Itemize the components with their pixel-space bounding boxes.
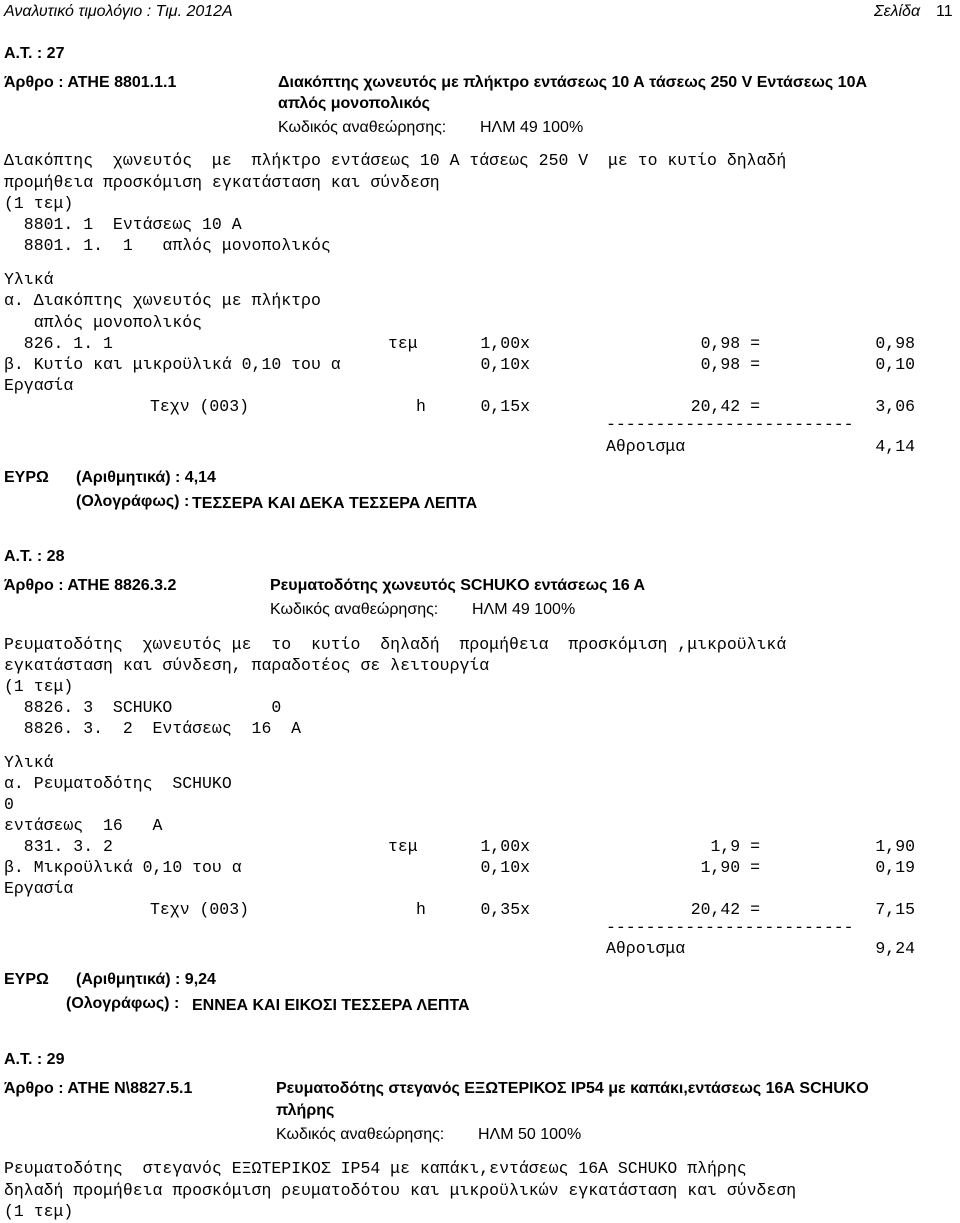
material-line: α. Ρευματοδότης SCHUKO — [4, 774, 232, 793]
euro-label: ΕΥΡΩ — [4, 469, 49, 486]
euro-label: ΕΥΡΩ — [4, 971, 49, 988]
article-title-line2: απλός μονοπολικός — [278, 95, 430, 112]
description-line: Ρευματοδότης χωνευτός με το κυτίο δηλαδή προμήθεια προσκόμιση ,μικροϋλικά — [4, 635, 787, 654]
materials-heading: Υλικά — [4, 270, 54, 289]
article-at: Α.Τ. : 28 — [4, 548, 65, 565]
row-desc: 831. 3. 2 — [4, 837, 113, 856]
labor-heading: Εργασία — [4, 376, 74, 395]
page-number: 11 — [936, 3, 953, 20]
row-total: 0,10 — [875, 355, 915, 374]
sum-separator: ------------------------- — [606, 918, 854, 937]
quantity-unit-line: (1 τεμ) — [4, 677, 74, 696]
sum-value: 9,24 — [875, 939, 915, 958]
price-words-label: (Ολογράφως) : — [66, 995, 180, 1012]
material-line: 0 — [4, 795, 14, 814]
labor-qty: 0,35x — [480, 900, 530, 919]
row-total: 0,98 — [875, 334, 915, 353]
description-line: εγκατάσταση και σύνδεση, παραδοτέος σε λειτουργία — [4, 656, 490, 675]
article-code: Άρθρο : ΑΤΗΕ 8826.3.2 — [4, 577, 177, 594]
article-at: Α.Τ. : 27 — [4, 45, 65, 62]
sum-label: Αθροισμα — [606, 939, 686, 958]
revision-code-value: ΗΛΜ 49 100% — [472, 601, 576, 618]
description-line: προμήθεια προσκόμιση εγκατάσταση και σύνδεση — [4, 173, 440, 192]
description-line: Ρευματοδότης στεγανός ΕΞΩΤΕΡΙΚΟΣ IP54 με καπάκι,εντάσεως 16Α SCHUKO πλήρης — [4, 1159, 747, 1178]
price-numeric: (Αριθμητικά) : 9,24 — [76, 971, 216, 988]
sub-code-line: 8826. 3 SCHUKO 0 — [4, 698, 282, 717]
article-code: Άρθρο : ΑΤΗΕ 8801.1.1 — [4, 74, 177, 91]
article-at: Α.Τ. : 29 — [4, 1051, 65, 1068]
quantity-unit-line: (1 τεμ) — [4, 1202, 74, 1221]
row-price: 0,98 = — [700, 355, 760, 374]
row-price: 0,98 = — [700, 334, 760, 353]
revision-code-label: Κωδικός αναθεώρησης: — [278, 119, 447, 136]
sub-code-line: 8826. 3. 2 Εντάσεως 16 Α — [4, 719, 302, 738]
materials-heading: Υλικά — [4, 753, 54, 772]
labor-total: 7,15 — [875, 900, 915, 919]
price-words-value: ΤΕΣΣΕΡΑ ΚΑΙ ΔΕΚΑ ΤΕΣΣΕΡΑ ΛΕΠΤΑ — [192, 495, 478, 512]
row-unit: τεμ — [388, 837, 418, 856]
revision-code-value: ΗΛΜ 50 100% — [478, 1126, 582, 1143]
labor-total: 3,06 — [875, 397, 915, 416]
article-title-line1: Ρευματοδότης στεγανός ΕΞΩΤΕΡΙΚΟΣ IP54 με καπάκι,εντάσεως 16Α SCHUKO — [276, 1080, 869, 1097]
sub-code-line: 8801. 1 Εντάσεως 10 Α — [4, 215, 242, 234]
revision-code-value: ΗΛΜ 49 100% — [480, 119, 584, 136]
labor-price: 20,42 = — [690, 900, 760, 919]
sum-separator: ------------------------- — [606, 415, 854, 434]
row-qty: 1,00x — [480, 837, 530, 856]
revision-code-label: Κωδικός αναθεώρησης: — [276, 1126, 445, 1143]
page-label: Σελίδα — [874, 3, 921, 20]
sub-code-line: 8801. 1. 1 απλός μονοπολικός — [4, 236, 331, 255]
row-qty: 1,00x — [480, 334, 530, 353]
quantity-unit-line: (1 τεμ) — [4, 194, 74, 213]
row-total: 1,90 — [875, 837, 915, 856]
doc-header-title: Αναλυτικό τιμολόγιο : Τιμ. 2012Α — [4, 3, 233, 20]
price-numeric: (Αριθμητικά) : 4,14 — [76, 469, 216, 486]
row-desc: β. Κυτίο και μικροϋλικά 0,10 του α — [4, 355, 341, 374]
labor-unit: h — [416, 397, 426, 416]
material-line: α. Διακόπτης χωνευτός με πλήκτρο — [4, 291, 321, 310]
article-title-line1: Διακόπτης χωνευτός με πλήκτρο εντάσεως 10 Α τάσεως 250 V Εντάσεως 10Α — [278, 74, 868, 91]
labor-heading: Εργασία — [4, 879, 74, 898]
row-total: 0,19 — [875, 858, 915, 877]
description-line: Διακόπτης χωνευτός με πλήκτρο εντάσεως 10 Α τάσεως 250 V με το κυτίο δηλαδή — [4, 151, 787, 170]
sum-value: 4,14 — [875, 437, 915, 456]
row-desc: β. Μικροϋλικά 0,10 του α — [4, 858, 242, 877]
article-code: Άρθρο : ΑΤΗΕ Ν\8827.5.1 — [4, 1080, 193, 1097]
row-desc: 826. 1. 1 — [4, 334, 113, 353]
material-line: απλός μονοπολικός — [4, 313, 203, 332]
price-words-label: (Ολογράφως) : — [76, 493, 190, 510]
row-unit: τεμ — [388, 334, 418, 353]
labor-price: 20,42 = — [690, 397, 760, 416]
labor-desc: Τεχν (003) — [150, 397, 250, 416]
article-title-line1: Ρευματοδότης χωνευτός SCHUKO εντάσεως 16 Α — [270, 577, 646, 594]
price-words-value: ΕΝΝΕΑ ΚΑΙ ΕΙΚΟΣΙ ΤΕΣΣΕΡΑ ΛΕΠΤΑ — [192, 997, 470, 1014]
sum-label: Αθροισμα — [606, 437, 686, 456]
row-price: 1,90 = — [700, 858, 760, 877]
material-line: εντάσεως 16 Α — [4, 816, 163, 835]
article-title-line2: πλήρης — [276, 1102, 335, 1119]
row-price: 1,9 = — [710, 837, 760, 856]
description-line: δηλαδή προμήθεια προσκόμιση ρευματοδότου και μικροϋλικών εγκατάσταση και σύνδεση — [4, 1181, 797, 1200]
labor-desc: Τεχν (003) — [150, 900, 250, 919]
labor-unit: h — [416, 900, 426, 919]
revision-code-label: Κωδικός αναθεώρησης: — [270, 601, 439, 618]
labor-qty: 0,15x — [480, 397, 530, 416]
row-qty: 0,10x — [480, 355, 530, 374]
row-qty: 0,10x — [480, 858, 530, 877]
